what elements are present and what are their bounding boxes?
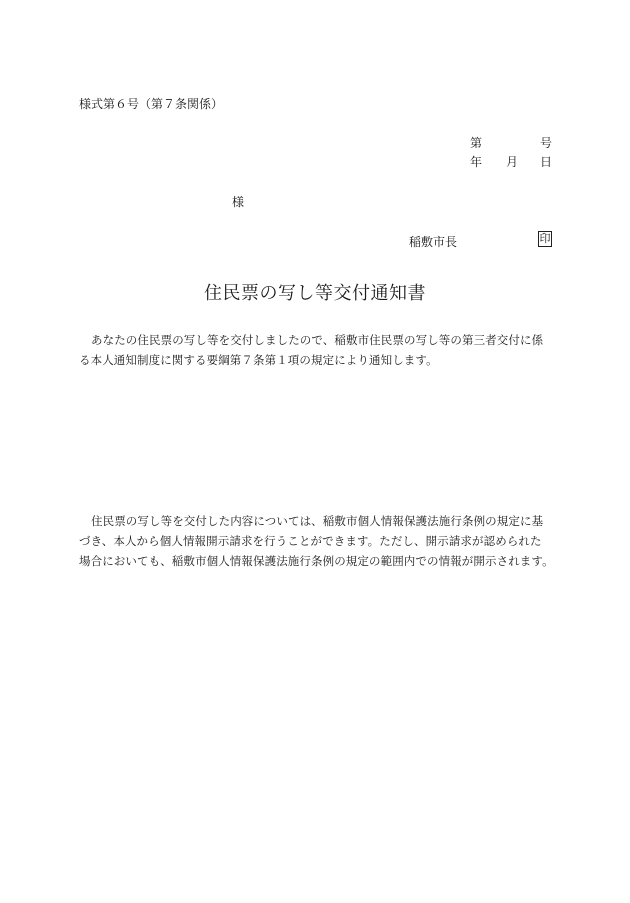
date-month-label: 月 [506,155,519,169]
paragraph-line: 場合においても、稲敷市個人情報保護法施行条例の規定の範囲内での情報が開示されます。 [79,554,554,568]
issue-number-suffix: 号 [540,136,553,150]
seal-stamp-box: 印 [539,232,551,245]
disclosure-paragraph [79,511,569,571]
paragraph-line: る本人通知制度に関する要綱第７条第１項の規定により通知します。 [79,353,438,367]
paragraph-line: 住民票の写し等を交付した内容については、稲敷市個人情報保護法施行条例の規定に基 [91,514,544,528]
sender-title: 稲敷市長 [409,235,458,249]
paragraph-line: あなたの住民票の写し等を交付しましたので、稲敷市住民票の写し等の第三者交付に係 [91,333,544,347]
paragraph-line: づき、本人から個人情報開示請求を行うことができます。ただし、開示請求が認められた [79,534,542,548]
recipient-honorific: 様 [232,195,245,209]
form-number: 様式第６号（第７条関係） [79,97,224,111]
notice-paragraph [79,330,569,370]
date-year-label: 年 [470,155,483,169]
issue-number-prefix: 第 [470,136,483,150]
document-title: 住民票の写し等交付通知書 [204,283,426,304]
date-day-label: 日 [540,155,553,169]
